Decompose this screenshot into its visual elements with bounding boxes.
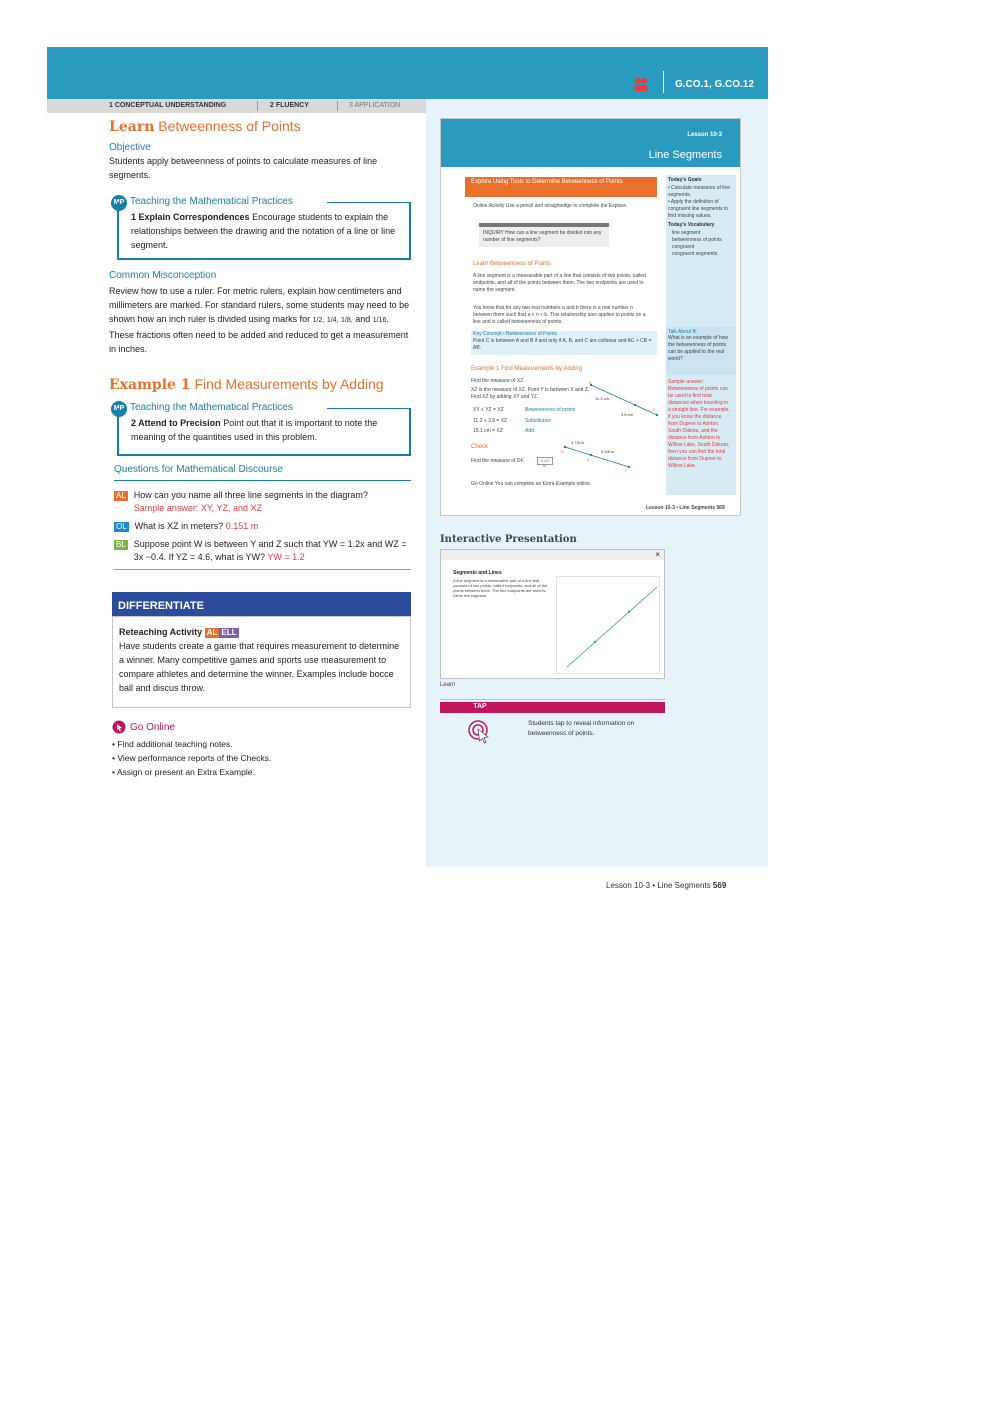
segment-xz-diagram xyxy=(587,381,661,421)
list-item: • View performance reports of the Checks. xyxy=(112,753,272,763)
strand-divider xyxy=(257,101,258,111)
label-d: D xyxy=(561,449,564,454)
mp2-heading: Teaching the Mathematical Practices xyxy=(130,402,293,413)
question-list xyxy=(114,489,411,570)
interactive-title: Interactive Presentation xyxy=(440,534,577,545)
strand-conceptual: 1 CONCEPTUAL UNDERSTANDING xyxy=(109,102,227,109)
mp1-box xyxy=(109,194,411,260)
label-measure-de: 3 7/8 in. xyxy=(571,440,586,445)
objective-heading: Objective xyxy=(109,142,151,153)
thumb-sidebar xyxy=(666,175,736,495)
reason: Add. xyxy=(525,428,536,434)
thumb-key-concept xyxy=(471,331,657,355)
questions-section xyxy=(114,464,411,481)
close-icon[interactable]: × xyxy=(655,550,660,559)
key-concept-title: Key Concept • Betweenness of Points xyxy=(473,331,558,337)
question-item xyxy=(114,520,411,533)
tap-bar xyxy=(440,702,665,713)
slide-canvas xyxy=(556,576,660,674)
go-online-list xyxy=(112,737,411,779)
standards-label: G.CO.1, G.CO.12 xyxy=(675,79,754,90)
question-item xyxy=(114,538,411,564)
level-tag-ol: OL xyxy=(116,522,127,531)
list-item: • Find additional teaching notes. xyxy=(112,739,233,749)
level-tag-al: AL xyxy=(206,628,218,637)
differentiate-heading: DIFFERENTIATE xyxy=(112,592,411,616)
banner-divider xyxy=(663,71,664,93)
thumb-reasons xyxy=(525,405,575,437)
label-e: E xyxy=(587,457,590,462)
thumb-title: Line Segments xyxy=(648,149,722,161)
go-online-header[interactable] xyxy=(112,720,411,734)
thumb-page-ref: Lesson 10-3 • Line Segments 569 xyxy=(646,505,725,511)
misconception-text: Review how to use a ruler. For metric rulers, explain how centimeters and millimeters are marked. For standard rulers, some students may need to be shown how an inch ruler is divided using marks for 1/2, 1/4, 1/8, and 1/16. These fractions often need to be added and reduced to get a measurement in inches. xyxy=(109,286,410,354)
thumb-example-heading: Example 1 Find Measurements by Adding xyxy=(471,366,583,372)
cursor-click-icon xyxy=(112,720,126,734)
thumb-online-activity: Online Activity Use a pencil and straightedge to complete the Explore. xyxy=(473,203,628,209)
mp1-text: 1 Explain Correspondences Encourage students to explain the relationships between the drawing and the notation of a line or line segment. xyxy=(131,212,396,250)
label-x: X xyxy=(589,381,592,385)
strand-divider xyxy=(337,101,338,111)
step: XY + YZ = XZ xyxy=(473,407,504,413)
vocab-item: congruent segments xyxy=(672,251,718,257)
reason: Substitution xyxy=(525,417,552,424)
level-tag-al: AL xyxy=(116,491,126,500)
thumb-go-online: Go Online You can complete an Extra Example online. xyxy=(471,481,592,487)
vocab-heading: Today's Vocabulary xyxy=(668,222,715,228)
question-text: What is XZ in meters? xyxy=(134,521,224,531)
learn-section xyxy=(109,118,411,182)
thumb-steps xyxy=(473,405,507,437)
question-text: How can you name all three line segments in the diagram? xyxy=(133,490,368,500)
slide-title: Segments and Lines xyxy=(453,570,502,576)
sample-answer: Sample answer: Betweenness of points can be used to find total distances when traveling in a straight line. For example, if you know the distance from Dupree to Ashton, South Dakota, and the distance from Ashton to Willow Lake, South Dakota, then you can find the total distance from Dupree to Willow Lake. xyxy=(668,379,730,469)
strand-fluency: 2 FLUENCY xyxy=(270,102,309,109)
student-page-thumbnail xyxy=(440,118,741,516)
header-banner xyxy=(47,47,768,99)
thumb-check-text: Find the measure of DF. xyxy=(471,458,525,464)
question-answer: YW = 1.2 xyxy=(267,552,305,562)
rule xyxy=(114,569,411,570)
preview-titlebar xyxy=(441,550,664,560)
page-footer xyxy=(606,881,726,890)
question-text: Suppose point W is between Y and Z such that YW = 1.2x and WZ = 3x −0.4. If YZ = 4.6, what is YW? xyxy=(133,539,407,562)
tap-text: Students tap to reveal information on betweenness of points. xyxy=(528,720,635,737)
strand-application: 3 APPLICATION xyxy=(349,102,401,109)
people-icon xyxy=(633,77,649,91)
interactive-caption: Learn xyxy=(440,682,456,688)
segment-df-diagram xyxy=(561,437,633,473)
talk-heading: Talk About It! xyxy=(668,329,697,335)
footer-title: Line Segments xyxy=(657,881,711,890)
strand-bar xyxy=(47,99,426,113)
go-online-section xyxy=(112,720,411,779)
footer-lesson: Lesson 10-3 xyxy=(606,881,651,890)
level-tag-bl: BL xyxy=(116,540,126,549)
label-measure-ef: 5 5/8 in. xyxy=(601,449,616,454)
mp2-text: 2 Attend to Precision Point out that it is important to note the meaning of the quantities used in this problem. xyxy=(131,418,378,442)
page-number: 569 xyxy=(712,881,727,890)
slide-text: A line segment is a measurable part of a line that consists of two points, called endpoints, and all of the points between them. The two endpoints are used to name the segment. xyxy=(453,578,548,598)
vocab-item: congruent xyxy=(672,244,695,250)
step: 11.3 + 3.8 = XZ xyxy=(473,417,508,424)
label-z: Z xyxy=(653,407,656,412)
misconception-heading: Common Misconception xyxy=(109,270,217,281)
vocab-item: betweenness of points xyxy=(672,237,722,243)
thumb-between-text: You know that for any two real numbers a and b there is a real number n between them such that a < n < b. This relationship also applies to points on a line and is called betweenness of points. xyxy=(473,305,646,325)
goals-heading: Today's Goals xyxy=(668,177,702,183)
thumb-example-task: Find the measure of XZ. xyxy=(471,378,525,384)
thumb-inquiry: INQUIRY How can a line segment be divided into any number of line segments? xyxy=(479,223,609,247)
list-item: • Assign or present an Extra Example. xyxy=(112,767,255,777)
rule xyxy=(114,480,411,481)
key-concept-text: Point C is between A and B if and only if A, B, and C are collinear and AC + CB = AB. xyxy=(473,338,652,351)
example-heading: Example 1 Find Measurements by Adding xyxy=(109,376,384,393)
tap-label: TAP xyxy=(473,703,487,710)
vocab-item: line segment xyxy=(672,230,701,236)
label-measure-xy: 11.3 cm xyxy=(595,396,609,401)
tap-gesture-icon xyxy=(468,720,492,746)
thumb-example-line: XZ is the measure of XZ. Point Y is between X and Z. Find XZ by adding XY and YZ. xyxy=(471,387,590,400)
reason: Betweenness of points xyxy=(525,407,576,413)
thumb-learn-text: A line segment is a measurable part of a line that consists of two points, called endpoints, and all of the points between them. The two endpoints are used to name the segment. xyxy=(473,273,646,293)
reteaching-title: Reteaching Activity AL ELL xyxy=(119,627,237,637)
learn-heading: Learn Betweenness of Points xyxy=(109,118,301,135)
objective-text: Students apply betweenness of points to calculate measures of line segments. xyxy=(109,156,378,180)
mp1-heading: Teaching the Mathematical Practices xyxy=(130,196,293,207)
footer-dot: • xyxy=(652,881,656,890)
label-y: Y xyxy=(629,399,632,404)
misconception-section xyxy=(109,270,411,356)
slide-segment-diagram xyxy=(557,577,661,675)
level-tag-ell: ELL xyxy=(221,628,237,637)
thumb-learn-heading: Learn Betweenness of Points xyxy=(473,261,552,267)
example-section xyxy=(109,376,411,393)
mp-icon: MP xyxy=(111,195,127,211)
mp2-box xyxy=(109,400,411,456)
talk-text: What is an example of how the betweenness of points can be applied to the real world? xyxy=(668,335,729,362)
question-item xyxy=(114,489,411,515)
thumb-explore: Explore Using Tools to Determine Betweenness of Points xyxy=(465,177,657,197)
thumb-lesson: Lesson 10-3 xyxy=(687,132,722,138)
check-answer-box: 9 1/2 in. xyxy=(537,457,553,465)
go-online-heading: Go Online xyxy=(130,721,176,733)
interactive-preview[interactable] xyxy=(440,549,665,679)
questions-heading: Questions for Mathematical Discourse xyxy=(114,464,283,475)
reteaching-text: Have students create a game that requires measurement to determine a winner. Many competitive games and sports use measurement to compare athletes and determine the winner. Examples include bocce ball and discus throw. xyxy=(119,641,400,693)
goal-item: • Apply the definition of congruent line segments to find missing values. xyxy=(668,199,729,219)
question-answer: 0.151 m xyxy=(225,521,259,531)
label-measure-yz: 3.8 cm xyxy=(621,412,634,417)
step: 15.1 cm = XZ xyxy=(473,428,503,434)
mp-icon: MP xyxy=(111,401,127,417)
thumb-header xyxy=(441,119,740,167)
rule xyxy=(440,699,665,700)
question-answer: Sample answer: XY, YZ, and XZ xyxy=(133,503,263,513)
label-f: F xyxy=(625,468,628,473)
goal-item: • Calculate measures of line segments. xyxy=(668,185,731,198)
talk-about-it xyxy=(666,327,736,375)
thumb-check-heading: Check xyxy=(471,444,489,450)
differentiate-box xyxy=(112,616,411,708)
